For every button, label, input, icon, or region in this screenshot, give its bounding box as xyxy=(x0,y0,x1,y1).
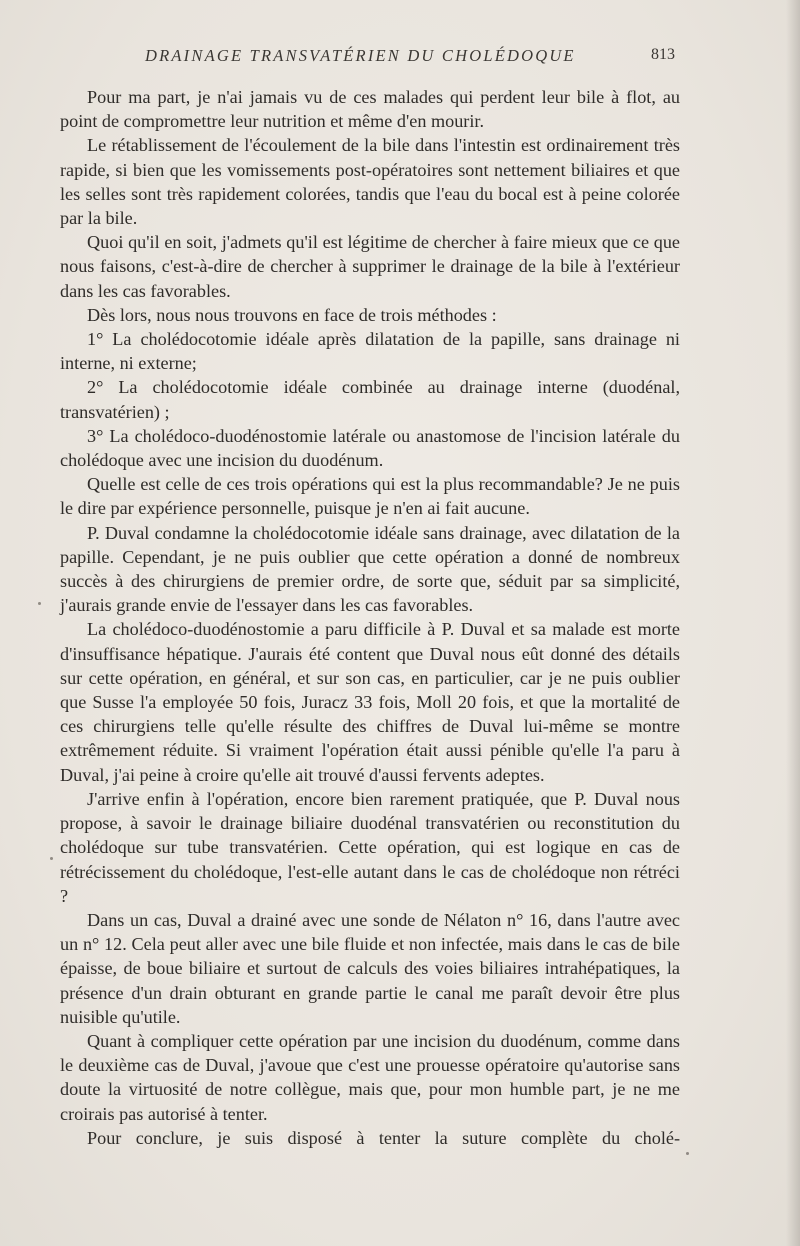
page-header xyxy=(0,46,800,70)
list-item: 3° La cholédoco-duodénostomie latérale ou anastomose de l'incision latérale du cholédoque avec une incision du duodénum. xyxy=(60,425,680,471)
running-title: DRAINAGE TRANSVATÉRIEN DU CHOLÉDOQUE xyxy=(145,46,576,65)
paragraph: Dans un cas, Duval a drainé avec une sonde de Nélaton n° 16, dans l'autre avec un n° 12. Cela peut aller avec une bile fluide et non infectée, mais dans le cas de bile épaisse, de boue biliaire et surtout de calculs des voies biliaires intrahépatiques, la présence d'un drain obturant en grande partie le canal me paraît devoir être plus nuisible qu'utile. xyxy=(60,909,680,1027)
body-text xyxy=(60,85,680,1150)
paragraph: Pour ma part, je n'ai jamais vu de ces malades qui perdent leur bile à flot, au point de compromettre leur nutrition et même d'en mourir. xyxy=(60,87,680,132)
scan-speck xyxy=(38,602,41,605)
paragraph: J'arrive enfin à l'opération, encore bien rarement pratiquée, que P. Duval nous propose, à savoir le drainage biliaire duodénal transvatérien ou reconstitution du cholédoque sur tube transvatérien. Cette opération, qui est logique en cas de rétrécissement du cholédoque, l'est-elle autant dans le cas de cholédoque non rétréci ? xyxy=(60,788,680,906)
paragraph: Quant à compliquer cette opération par une incision du duodénum, comme dans le deuxième cas de Duval, j'avoue que c'est une prouesse opératoire qu'autorise sans doute la virtuosité de notre collègue, mais que, pour mon humble part, je ne me croirais pas autorisé à tenter. xyxy=(60,1030,680,1124)
paragraph: Pour conclure, je suis disposé à tenter la suture complète du cholé- xyxy=(87,1127,680,1148)
list-item: 2° La cholédocotomie idéale combinée au drainage interne (duodénal, transvatérien) ; xyxy=(60,377,680,422)
scan-speck xyxy=(50,857,53,860)
page-edge-shadow xyxy=(786,0,800,1246)
paragraph: Quelle est celle de ces trois opérations qui est la plus recommandable? Je ne puis le dire par expérience personnelle, puisque je n'en ai fait aucune. xyxy=(60,474,680,519)
paragraph: Dès lors, nous nous trouvons en face de trois méthodes : xyxy=(87,304,497,325)
scan-speck xyxy=(686,1152,689,1155)
paragraph: Quoi qu'il en soit, j'admets qu'il est légitime de chercher à faire mieux que ce que nous faisons, c'est-à-dire de chercher à supprimer le drainage de la bile à l'extérieur dans les cas favorables. xyxy=(60,232,680,301)
paragraph: Le rétablissement de l'écoulement de la bile dans l'intestin est ordinairement très rapide, si bien que les vomissements post-opératoires sont nettement biliaires et que les selles sont très rapidement colorées, tandis que l'eau du bocal est à peine colorée par la bile. xyxy=(60,135,680,229)
page-number: 813 xyxy=(651,46,675,63)
paragraph: P. Duval condamne la cholédocotomie idéale sans drainage, avec dilatation de la papille. Cependant, je ne puis oublier que cette opération a donné de nombreux succès à des chirurgiens de premier ordre, de sorte que, séduit par sa simplicité, j'aurais grande envie de l'essayer dans les cas favorables. xyxy=(60,522,680,616)
list-item: 1° La cholédocotomie idéale après dilatation de la papille, sans drainage ni interne, ni externe; xyxy=(60,329,680,374)
paragraph: La cholédoco-duodénostomie a paru difficile à P. Duval et sa malade est morte d'insuffisance hépatique. J'aurais été content que Duval nous eût donné des détails sur cette opération, en général, et sur son cas, en particulier, car je ne puis oublier que Susse l'a employée 50 fois, Juracz 33 fois, Moll 20 fois, et que la mortalité de ces chirurgiens telle qu'elle résulte des chiffres de Duval lui-même se montre extrêmement réduite. Si vraiment l'opération était aussi pénible qu'elle l'a paru à Duval, j'ai peine à croire qu'elle ait trouvé d'aussi fervents adeptes. xyxy=(60,619,680,785)
